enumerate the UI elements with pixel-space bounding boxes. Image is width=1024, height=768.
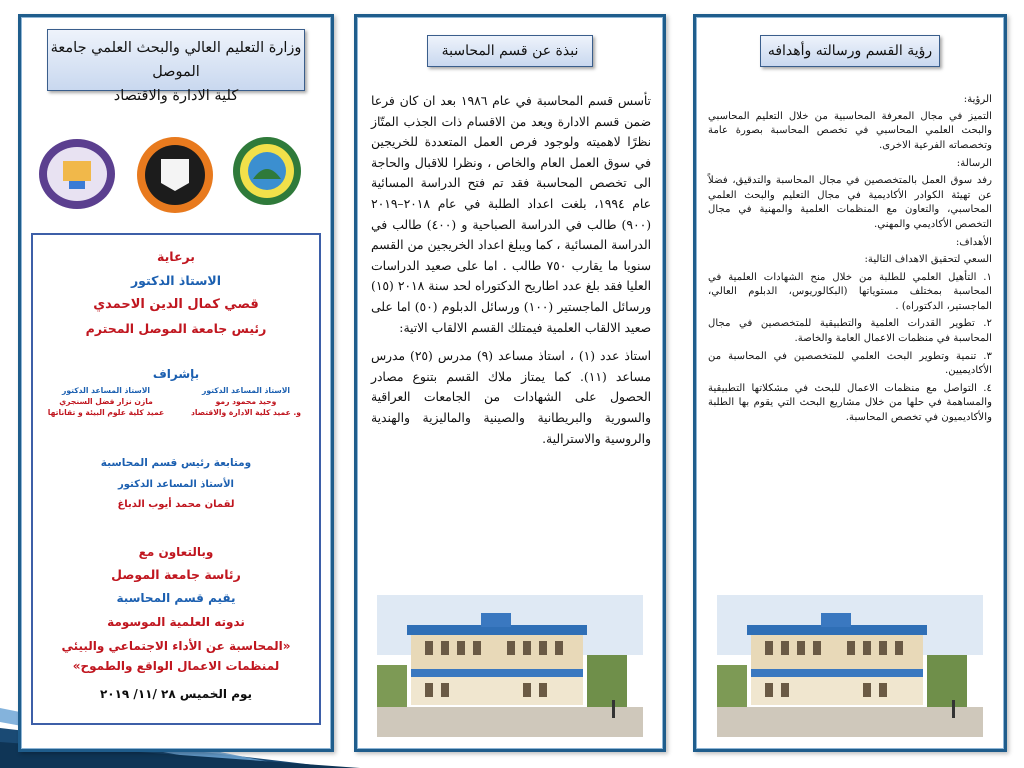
about-panel-title: نبذة عن قسم المحاسبة xyxy=(427,35,593,67)
cover-panel xyxy=(18,14,334,752)
environment-college-logo-icon xyxy=(231,135,303,207)
sponsor-heading: برعاية xyxy=(157,249,195,264)
followup-name: لقمان محمد أيوب الدباغ xyxy=(117,499,235,510)
supervisor-2-title: الاستاذ المساعد الدكتور xyxy=(61,386,151,395)
goal-item: ٣. تنمية وتطوير البحث العلمي للمتخصصين في المحاسبة من الأكاديميين. xyxy=(708,350,992,377)
followup-title: الأستاذ المساعد الدكتور xyxy=(118,479,234,490)
ministry-title-line1: وزارة التعليم العالي والبحث العلمي جامعة الموصل xyxy=(50,40,302,80)
vision-text: التميز في مجال المعرفة المحاسبية من خلال التعليم المحاسبي والبحث العلمي المحاسبي في تخصص المحاسبة بصورة عامة وتخصصاته الفرعية الاخرى. xyxy=(708,110,992,151)
supervisor-1-name: وحيد محمود رمو xyxy=(215,397,277,406)
about-panel xyxy=(354,14,666,752)
college-building-photo xyxy=(377,595,643,737)
goals-intro: السعي لتحقيق الاهداف التالية: xyxy=(864,253,992,265)
about-panel-body xyxy=(371,91,651,457)
sponsor-name: قصي كمال الدين الاحمدي xyxy=(93,297,259,312)
event-topic-line2: لمنظمات الاعمال الواقع والطموح» xyxy=(72,659,280,673)
about-paragraph-1: تأسس قسم المحاسبة في عام ١٩٨٦ بعد ان كان فرعا ضمن قسم الادارة ويعد من الاقسام ذات الجذب المتّاز نظرًا لاهميته ولوجود فرص العمل المتعددة للخريجين في سوق العمل العام والخاص ، ونظرا للاقبال والحاجة الى تخصص المحاسبة فقد تم فتح الدراسة المسائية عام ١٩٩٤، بلغت اعداد الطلبة في عام ٢٠١٨–٢٠١٩ (٩٠٠) طالب في الدراسة الصباحية و (٤٠٠) طالب في الدراسة المسائية ، كما ويبلغ اعداد الخريجين من القسم سنويا ما يقارب ٧٥٠ طالب . اما على صعيد الدراسات العليا فقد بلغ عدد اطاريح الدكتوراه لحد سنة ٢٠١٨ (١٥) ورسائل الماجستير (١٠٠) ورسائل الدبلوم (٥٠) اما على صعيد الالقاب العلمية فيمتلك القسم الالقاب الاتية: xyxy=(371,94,652,335)
supervisor-1-role: و. عميد كلية الادارة والاقتصاد xyxy=(190,408,302,417)
host-department: يقيم قسم المحاسبة xyxy=(116,591,236,605)
about-paragraph-2: استاذ عدد (١) ، استاذ مساعد (٩) مدرس (٢٥) مدرس مساعد (١١). كما يمتاز ملاك القسم بتنوع مصادر الحصول على الشهادات من الجامعات العراقية والسورية والبريطانية والصينية والماليزية والهندية والروسية والاسترالية. xyxy=(371,349,651,446)
event-type: ندوته العلمية الموسومة xyxy=(107,615,245,629)
goal-item: ١. التأهيل العلمي للطلبة من خلال منح الشهادات العلمية في المحاسبة بمختلف مستوياتها (البكالوريوس، الدبلوم العالي، الماجستير، الدكتوراه) . xyxy=(708,271,992,312)
supervisor-2-role: عميد كلية علوم البيئة و تقاناتها xyxy=(47,408,165,417)
vision-panel xyxy=(693,14,1007,752)
mosul-university-logo-icon xyxy=(135,135,215,215)
followup-heading: ومتابعة رئيس قسم المحاسبة xyxy=(100,457,252,469)
college-title-line2: كلية الادارة والاقتصاد xyxy=(113,88,239,104)
supervision-heading: بإشراف xyxy=(152,367,200,381)
ministry-title-box xyxy=(47,29,305,104)
event-date: يوم الخميس ٢٨ /١١/ ٢٠١٩ xyxy=(99,687,253,701)
supervisor-1 xyxy=(179,385,313,418)
goal-item: ٤. التواصل مع منظمات الاعمال للبحث في مشكلاتها التطبيقية والمساهمة في حلها من خلال مشاريع البحث التي يقوم بها الطلبة والأكاديميون في تخصص المحاسبة. xyxy=(708,382,992,423)
event-details-box xyxy=(31,233,321,725)
supervisor-1-title: الاستاذ المساعد الدكتور xyxy=(201,386,291,395)
mission-text: رفد سوق العمل بالمتخصصين في مجال المحاسبة والتدقيق، فضلاً عن تهيئة الكوادر الأكاديمية في مجال التعليم والبحث العلمي المحاسبي، والتعاون مع المنظمات العلمية والمهنية في مجال التخصص الأكاديمي والمهني. xyxy=(708,174,992,230)
goals-label: الأهداف: xyxy=(955,237,992,249)
mission-label: الرسالة: xyxy=(956,158,992,170)
vision-panel-body xyxy=(708,89,992,428)
vision-panel-title: رؤية القسم ورسالته وأهدافه xyxy=(760,35,940,67)
college-building-photo xyxy=(717,595,983,737)
cooperation-heading: وبالتعاون مع xyxy=(138,545,214,559)
event-topic-line1: «المحاسبة عن الأداء الاجتماعي والبيئي xyxy=(61,639,291,653)
supervisor-2-name: مازن نزار فضل السنجري xyxy=(59,397,153,406)
sponsor-title: الاستاذ الدكتور xyxy=(130,273,222,288)
sponsor-role: رئيس جامعة الموصل المحترم xyxy=(85,321,267,336)
supervisor-2 xyxy=(39,385,173,418)
goal-item: ٢. تطوير القدرات العلمية والتطبيقية للمتخصصين في مجال المحاسبة في منظمات الاعمال العامة والخاصة. xyxy=(708,318,992,344)
university-seal-logo-icon xyxy=(37,137,117,211)
vision-label: الرؤية: xyxy=(963,94,992,105)
cooperation-org: رئاسة جامعة الموصل xyxy=(111,567,241,582)
